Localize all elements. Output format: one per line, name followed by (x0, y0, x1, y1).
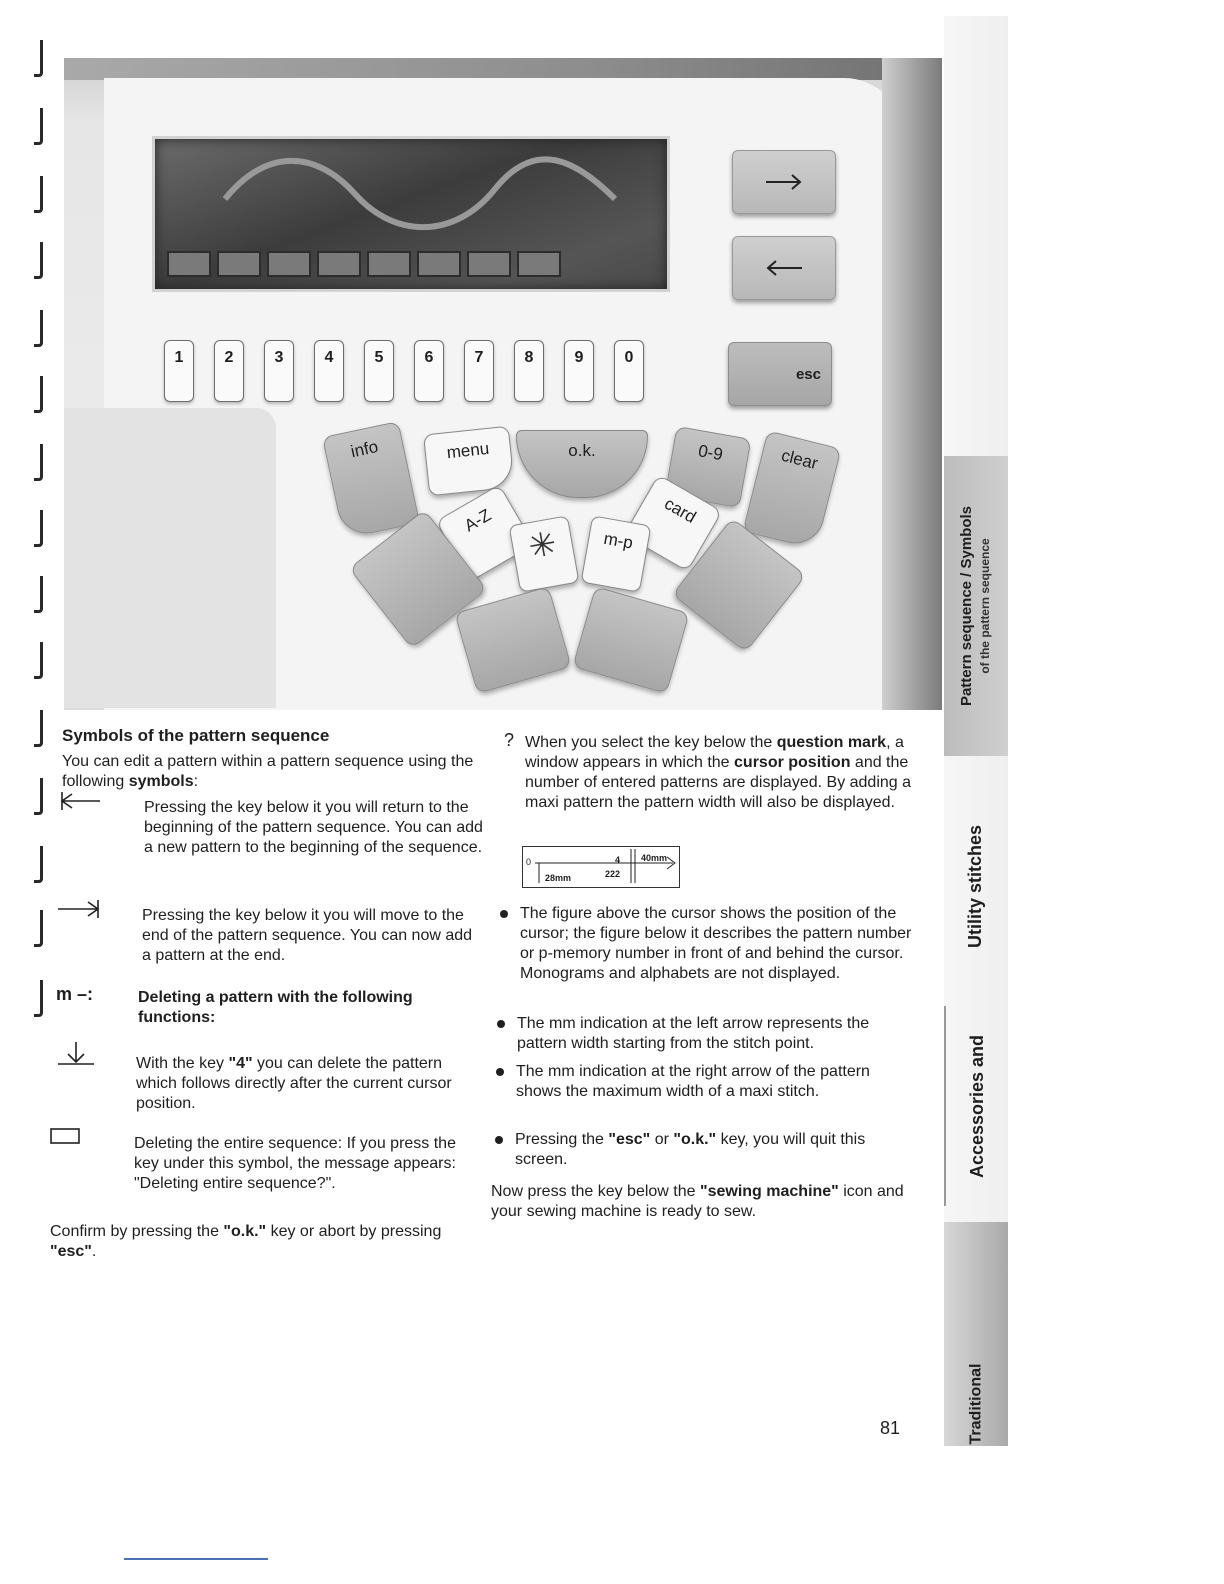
esc-key[interactable]: esc (728, 342, 832, 406)
question-mark-paragraph: When you select the key below the question mark, a window appears in which the cursor position and the number of entered patterns are displayed. By adding a maxi pattern the pattern width will also be displayed. (525, 734, 912, 811)
question-mark-symbol: ? (504, 730, 515, 750)
display-pattern-number: 222 (605, 869, 621, 879)
bullet-item: The mm indication at the left arrow represents the pattern width starting from the stitch point. (517, 1014, 917, 1054)
menu-key[interactable]: menu (423, 426, 515, 497)
number-key[interactable]: 3 (264, 340, 294, 402)
binding-marks (28, 30, 52, 1030)
bullet-item: The figure above the cursor shows the position of the cursor; the figure below it describes the pattern number or p-memory number in front of and behind the cursor. Monograms and alphabets are not displayed. (520, 904, 916, 984)
confirm-paragraph: Confirm by pressing the "o.k." key or abort by pressing "esc". (50, 1223, 442, 1260)
section-heading: Symbols of the pattern sequence (62, 726, 330, 745)
bullet-item: The mm indication at the right arrow of the pattern shows the maximum width of a maxi stitch. (516, 1062, 906, 1102)
return-to-start-icon (58, 790, 102, 817)
zero-nine-key[interactable]: 0-9 (664, 426, 751, 508)
info-key[interactable]: info (322, 421, 420, 539)
page-number: 81 (880, 1418, 901, 1438)
number-key[interactable]: 6 (414, 340, 444, 402)
display-position: 4 (615, 855, 621, 865)
arrow-right-key[interactable] (732, 150, 836, 214)
final-paragraph: Now press the key below the "sewing machine" icon and your sewing machine is ready to sew. (491, 1183, 904, 1220)
delete-pattern-icon (56, 1040, 96, 1073)
move-to-end-icon (58, 898, 102, 925)
display-right-width: 40mm (641, 853, 668, 863)
display-zero: 0 (526, 857, 532, 867)
symbol-delete-sequence-text: Deleting the entire sequence: If you press the key under this symbol, the message appears: "Deleting entire sequence?". (134, 1135, 456, 1192)
symbol-end-text: Pressing the key below it you will move to the end of the pattern sequence. You can now add a pattern at the end. (142, 907, 473, 964)
symbol-return-text: Pressing the key below it you will return to the beginning of the pattern sequence. You can add a new pattern to the beginning of the sequence. (144, 799, 483, 856)
intro-paragraph: You can edit a pattern within a pattern sequence using the following symbols: (62, 753, 474, 790)
arrow-right-icon (764, 172, 804, 192)
number-key[interactable]: 0 (614, 340, 644, 402)
star-key[interactable] (509, 515, 580, 592)
tab-pattern-sequence[interactable]: Pattern sequence / Symbols of the pattern sequence (944, 456, 1008, 756)
az-key[interactable]: A-Z (435, 484, 534, 582)
delete-functions-heading: Deleting a pattern with the following functions: (138, 989, 413, 1026)
lcd-display (152, 136, 670, 292)
number-key[interactable]: 8 (514, 340, 544, 402)
number-key[interactable]: 4 (314, 340, 344, 402)
side-tabs (944, 16, 1008, 1446)
number-key[interactable]: 5 (364, 340, 394, 402)
ok-key[interactable]: o.k. (516, 430, 648, 498)
number-key[interactable]: 9 (564, 340, 594, 402)
number-key[interactable]: 7 (464, 340, 494, 402)
mp-key[interactable]: m-p (581, 515, 652, 592)
display-left-width: 28mm (545, 873, 572, 883)
symbol-delete-pattern-text: With the key "4" you can delete the pattern which follows directly after the current cursor position. (136, 1055, 452, 1112)
tab-utility-stitches[interactable]: Utility stitches (965, 824, 986, 948)
arrow-left-icon (764, 258, 804, 278)
bullet-item: Pressing the "esc" or "o.k." key, you will quit this screen. (515, 1130, 905, 1170)
star-icon (527, 529, 557, 559)
delete-sequence-icon (50, 1128, 82, 1151)
card-key[interactable]: card (623, 474, 722, 572)
clear-key[interactable]: clear (743, 430, 842, 549)
tab-traditional[interactable]: Traditional (944, 1222, 1008, 1446)
cursor-position-display (522, 846, 680, 888)
tab-accessories[interactable]: Accessories and (944, 1006, 1010, 1206)
bottom-rule (124, 1558, 268, 1560)
arrow-left-key[interactable] (732, 236, 836, 300)
number-key[interactable]: 2 (214, 340, 244, 402)
control-panel-photo (64, 58, 942, 710)
number-key[interactable]: 1 (164, 340, 194, 402)
m-minus-label: m –: (56, 984, 94, 1004)
